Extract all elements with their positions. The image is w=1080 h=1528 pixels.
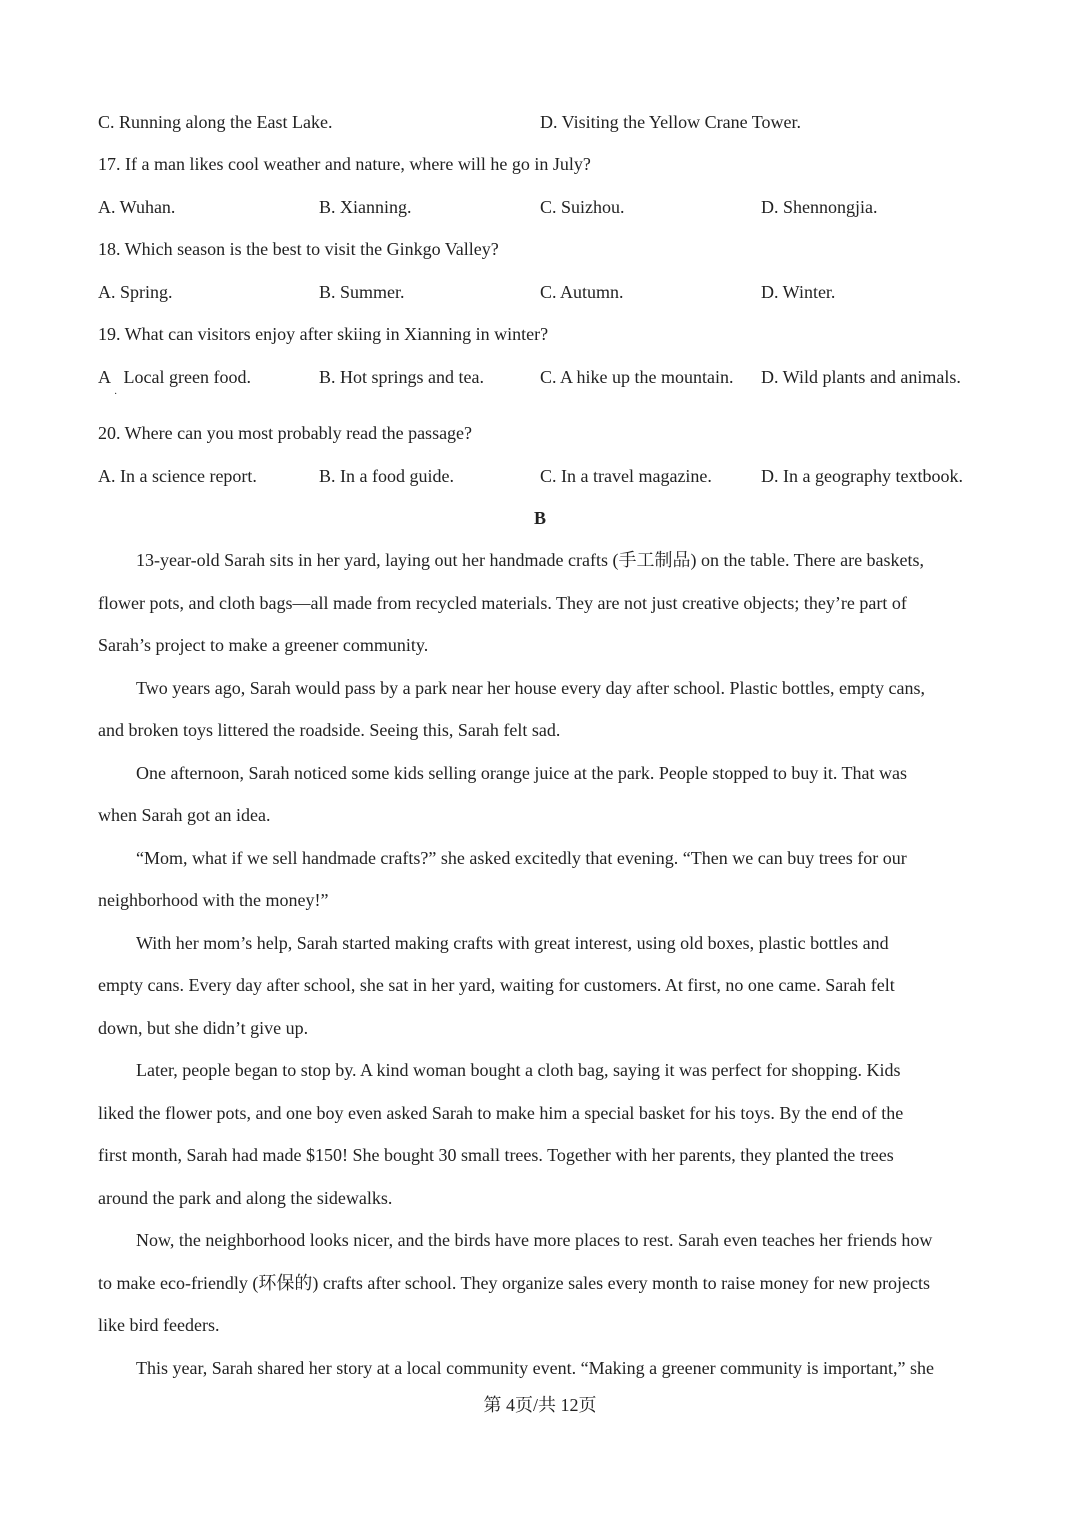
passage-line: One afternoon, Sarah noticed some kids selling orange juice at the park. People stopped to buy it. That was (136, 763, 907, 783)
passage-line: down, but she didn’t give up. (98, 1018, 309, 1038)
passage-line: flower pots, and cloth bags—all made from recycled materials. They are not just creative objects; they’re part of (98, 593, 907, 613)
q20-question: 20. Where can you most probably read the passage? (98, 423, 473, 443)
passage-line: Now, the neighborhood looks nicer, and the birds have more places to rest. Sarah even teaches her friends how (136, 1230, 933, 1250)
q18-option-b: B. Summer. (319, 282, 405, 302)
passage-line: This year, Sarah shared her story at a local community event. “Making a greener community is important,” she (136, 1358, 935, 1378)
q18-option-d: D. Winter. (761, 282, 836, 302)
passage-line: Two years ago, Sarah would pass by a park near her house every day after school. Plastic bottles, empty cans, (136, 678, 926, 698)
q17-option-b: B. Xianning. (319, 197, 412, 217)
passage-line: first month, Sarah had made $150! She bought 30 small trees. Together with her parents, they planted the trees (98, 1145, 894, 1165)
q19-option-d: D. Wild plants and animals. (761, 367, 961, 387)
passage-line: and broken toys littered the roadside. Seeing this, Sarah felt sad. (98, 720, 561, 740)
section-title: B (533, 508, 546, 528)
passage-line: like bird feeders. (98, 1315, 220, 1335)
q19-option-a: A Local green food. (98, 367, 251, 387)
stray-dot-mark: · (114, 389, 118, 400)
q20-option-d: D. In a geography textbook. (761, 466, 963, 486)
passage-line: “Mom, what if we sell handmade crafts?” she asked excitedly that evening. “Then we can buy trees for our (136, 848, 907, 868)
page-number: 第 4页/共 12页 (483, 1395, 597, 1415)
passage-line: empty cans. Every day after school, she sat in her yard, waiting for customers. At first, no one came. Sarah felt (98, 975, 895, 995)
q17-option-d: D. Shennongjia. (761, 197, 878, 217)
passage-line: With her mom’s help, Sarah started making crafts with great interest, using old boxes, plastic bottles and (136, 933, 889, 953)
passage-line: Later, people began to stop by. A kind woman bought a cloth bag, saying it was perfect for shopping. Kids (136, 1060, 901, 1080)
q16-option-c: C. Running along the East Lake. (98, 112, 333, 132)
passage-line: when Sarah got an idea. (98, 805, 271, 825)
q18-option-c: C. Autumn. (540, 282, 624, 302)
q20-option-b: B. In a food guide. (319, 466, 454, 486)
q17-question: 17. If a man likes cool weather and nature, where will he go in July? (98, 154, 591, 174)
passage-line: 13-year-old Sarah sits in her yard, laying out her handmade crafts (手工制品) on the table. There are baskets, (136, 550, 925, 570)
q19-option-b: B. Hot springs and tea. (319, 367, 484, 387)
q19-question: 19. What can visitors enjoy after skiing in Xianning in winter? (98, 324, 549, 344)
passage-line: Sarah’s project to make a greener community. (98, 635, 429, 655)
q20-option-a: A. In a science report. (98, 466, 257, 486)
q16-option-d: D. Visiting the Yellow Crane Tower. (540, 112, 801, 132)
passage-line: liked the flower pots, and one boy even asked Sarah to make him a special basket for his toys. By the end of the (98, 1103, 904, 1123)
q19-option-c: C. A hike up the mountain. (540, 367, 734, 387)
passage-line: neighborhood with the money!” (98, 890, 329, 910)
q17-option-c: C. Suizhou. (540, 197, 625, 217)
q20-option-c: C. In a travel magazine. (540, 466, 712, 486)
passage-line: to make eco-friendly (环保的) crafts after school. They organize sales every month to raise money for new projects (98, 1273, 931, 1293)
passage-line: around the park and along the sidewalks. (98, 1188, 393, 1208)
q17-option-a: A. Wuhan. (98, 197, 176, 217)
q18-question: 18. Which season is the best to visit the Ginkgo Valley? (98, 239, 499, 259)
q18-option-a: A. Spring. (98, 282, 173, 302)
